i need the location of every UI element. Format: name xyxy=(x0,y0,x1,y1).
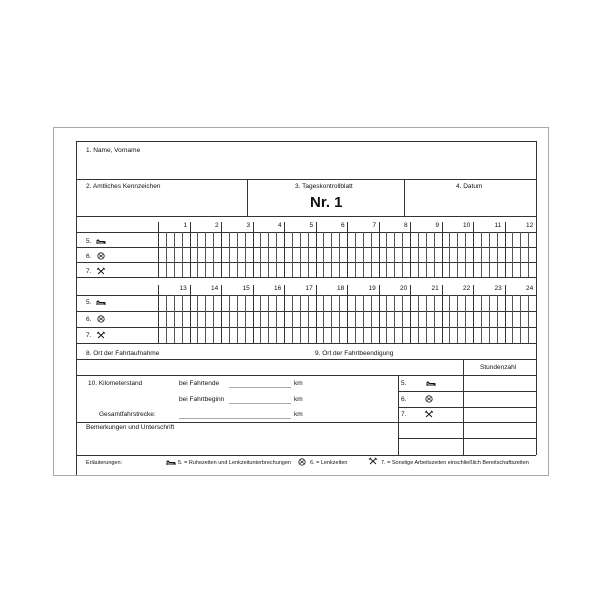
grid-quarter-line xyxy=(339,295,340,343)
hour-label: 3 xyxy=(246,222,251,229)
hour-label: 24 xyxy=(526,285,534,292)
steering-wheel-icon xyxy=(96,252,106,260)
daily-log-sheet xyxy=(53,127,549,476)
grid-quarter-line xyxy=(497,295,498,343)
grid-quarter-line xyxy=(394,232,395,277)
divider xyxy=(398,422,536,423)
grid-quarter-line xyxy=(363,232,364,277)
hour-label: 19 xyxy=(368,285,376,292)
grid-quarter-line xyxy=(276,232,277,277)
grid-hour-line xyxy=(284,285,285,343)
grid-quarter-line xyxy=(323,295,324,343)
row-7-label: 7. xyxy=(86,268,92,275)
grid-quarter-line xyxy=(237,295,238,343)
hour-label: 7 xyxy=(372,222,377,229)
grid-quarter-line xyxy=(245,295,246,343)
grid-hour-line xyxy=(347,222,348,277)
divider xyxy=(247,179,248,216)
hour-label: 22 xyxy=(463,285,471,292)
grid-quarter-line xyxy=(331,232,332,277)
name-label: 1. Name, Vorname xyxy=(86,147,141,154)
grid-quarter-line xyxy=(260,232,261,277)
hour-label: 12 xyxy=(526,222,534,229)
grid-quarter-line xyxy=(276,295,277,343)
row-6-label: 6. xyxy=(86,316,92,323)
grid-hour-line xyxy=(221,285,222,343)
summary-row-7-label: 7. xyxy=(401,411,407,418)
grid-hour-line xyxy=(253,222,254,277)
hour-label: 18 xyxy=(337,285,345,292)
bed-rest-icon xyxy=(96,237,106,245)
grid-quarter-line xyxy=(339,232,340,277)
grid-quarter-line xyxy=(300,295,301,343)
hour-label: 4 xyxy=(278,222,282,229)
grid-quarter-line xyxy=(426,295,427,343)
grid-hour-line xyxy=(190,222,191,277)
divider xyxy=(398,375,399,455)
grid-row-line xyxy=(76,262,536,263)
bed-rest-icon xyxy=(96,298,106,306)
sheet-label: 3. Tageskontrollblatt xyxy=(295,183,353,190)
grid-quarter-line xyxy=(371,295,372,343)
grid-row-line xyxy=(76,232,536,233)
grid-quarter-line xyxy=(386,295,387,343)
grid-row-line xyxy=(76,327,536,328)
hours-total-label: Stundenzahl xyxy=(480,364,517,371)
km-unit: km xyxy=(294,396,303,403)
grid-quarter-line xyxy=(205,295,206,343)
grid-quarter-line xyxy=(528,232,529,277)
summary-row-5-label: 5. xyxy=(401,380,407,387)
grid-quarter-line xyxy=(465,295,466,343)
hour-label: 6 xyxy=(341,222,345,229)
grid-quarter-line xyxy=(497,232,498,277)
grid-hour-line xyxy=(221,222,222,277)
steering-wheel-icon xyxy=(297,458,307,466)
legend-6: 6. = Lenkzeiten xyxy=(310,460,348,466)
hour-label: 15 xyxy=(242,285,250,292)
hour-label: 13 xyxy=(179,285,187,292)
divider xyxy=(76,216,536,217)
grid-hour-line xyxy=(253,285,254,343)
grid-hour-line xyxy=(473,285,474,343)
grid-quarter-line xyxy=(174,295,175,343)
grid-quarter-line xyxy=(205,232,206,277)
grid-quarter-line xyxy=(268,295,269,343)
grid-row-line xyxy=(76,247,536,248)
grid-quarter-line xyxy=(371,232,372,277)
grid-quarter-line xyxy=(457,295,458,343)
hour-label: 21 xyxy=(431,285,439,292)
grid-hour-line xyxy=(442,222,443,277)
hour-label: 20 xyxy=(400,285,408,292)
grid-quarter-line xyxy=(402,232,403,277)
crossed-hammers-icon xyxy=(424,410,434,418)
grid-quarter-line xyxy=(528,295,529,343)
grid-quarter-line xyxy=(213,232,214,277)
grid-quarter-line xyxy=(355,232,356,277)
start-place-label: 8. Ort der Fahrtaufnahme xyxy=(86,350,160,357)
legend-5: 5. = Ruhezeiten und Lenkzeitunterbrechungen xyxy=(178,460,291,466)
grid-row-line xyxy=(76,277,536,278)
grid-quarter-line xyxy=(197,232,198,277)
frame-bottom-line xyxy=(76,455,536,456)
hour-label: 5 xyxy=(309,222,314,229)
summary-row-6-label: 6. xyxy=(401,396,407,403)
hour-label: 16 xyxy=(274,285,282,292)
grid-hour-line xyxy=(158,285,159,343)
grid-quarter-line xyxy=(520,295,521,343)
grid-quarter-line xyxy=(166,232,167,277)
divider xyxy=(76,179,536,180)
trip-start-label: bei Fahrtbeginn xyxy=(179,396,225,403)
grid-quarter-line xyxy=(331,295,332,343)
grid-quarter-line xyxy=(394,295,395,343)
grid-quarter-line xyxy=(197,295,198,343)
row-7-label: 7. xyxy=(86,332,92,339)
hour-label: 17 xyxy=(305,285,313,292)
plate-label: 2. Amtliches Kennzeichen xyxy=(86,183,161,190)
grid-quarter-line xyxy=(229,232,230,277)
hour-label: 10 xyxy=(463,222,471,229)
total-distance-field[interactable] xyxy=(179,418,291,419)
grid-quarter-line xyxy=(386,232,387,277)
grid-quarter-line xyxy=(292,295,293,343)
odometer-label: 10. Kilometerstand xyxy=(88,380,143,387)
grid-hour-line xyxy=(379,222,380,277)
crossed-hammers-icon xyxy=(368,457,378,465)
grid-quarter-line xyxy=(237,232,238,277)
grid-row-line xyxy=(76,295,536,296)
divider xyxy=(398,438,536,439)
grid-quarter-line xyxy=(245,232,246,277)
grid-quarter-line xyxy=(512,295,513,343)
grid-hour-line xyxy=(379,285,380,343)
grid-quarter-line xyxy=(449,295,450,343)
grid-hour-line xyxy=(190,285,191,343)
remarks-label: Bemerkungen und Unterschrift xyxy=(86,424,175,431)
crossed-hammers-icon xyxy=(96,331,106,339)
grid-quarter-line xyxy=(489,232,490,277)
grid-quarter-line xyxy=(355,295,356,343)
grid-hour-line xyxy=(473,222,474,277)
end-place-label: 9. Ort der Fahrtbeendigung xyxy=(315,350,394,357)
divider xyxy=(398,391,536,392)
grid-hour-line xyxy=(284,222,285,277)
grid-quarter-line xyxy=(481,295,482,343)
grid-quarter-line xyxy=(449,232,450,277)
grid-hour-line xyxy=(410,222,411,277)
date-label: 4. Datum xyxy=(456,183,483,190)
grid-hour-line xyxy=(536,222,537,277)
hour-label: 9 xyxy=(435,222,440,229)
grid-hour-line xyxy=(505,222,506,277)
grid-quarter-line xyxy=(268,232,269,277)
grid-quarter-line xyxy=(363,295,364,343)
sheet-number: Nr. 1 xyxy=(310,194,343,211)
grid-hour-line xyxy=(442,285,443,343)
hour-label: 1 xyxy=(183,222,188,229)
grid-hour-line xyxy=(316,222,317,277)
total-distance-label: Gesamtfahrstrecke: xyxy=(99,411,156,418)
grid-quarter-line xyxy=(520,232,521,277)
grid-row-line xyxy=(76,311,536,312)
grid-quarter-line xyxy=(481,232,482,277)
grid-quarter-line xyxy=(213,295,214,343)
grid-quarter-line xyxy=(512,232,513,277)
grid-quarter-line xyxy=(182,295,183,343)
divider xyxy=(398,407,536,408)
hour-label: 2 xyxy=(215,222,219,229)
divider xyxy=(404,179,405,216)
grid-hour-line xyxy=(505,285,506,343)
hour-label: 14 xyxy=(211,285,219,292)
legend-7: 7. = Sonstige Arbeitszeiten einschließlich Bereitschaftszeiten xyxy=(381,460,529,466)
grid-hour-line xyxy=(536,285,537,343)
grid-quarter-line xyxy=(418,295,419,343)
grid-quarter-line xyxy=(489,295,490,343)
grid-quarter-line xyxy=(457,232,458,277)
bed-rest-icon xyxy=(166,458,176,466)
legend-title: Erläuterungen: xyxy=(86,460,123,466)
bed-rest-icon xyxy=(426,379,436,387)
divider xyxy=(76,375,536,376)
grid-hour-line xyxy=(316,285,317,343)
grid-quarter-line xyxy=(308,295,309,343)
grid-quarter-line xyxy=(434,295,435,343)
divider xyxy=(76,359,536,360)
grid-quarter-line xyxy=(292,232,293,277)
row-5-label: 5. xyxy=(86,238,92,245)
grid-hour-line xyxy=(158,222,159,277)
km-unit: km xyxy=(294,380,303,387)
km-unit: km xyxy=(294,411,303,418)
grid-quarter-line xyxy=(418,232,419,277)
trip-start-field[interactable] xyxy=(229,403,291,404)
grid-quarter-line xyxy=(434,232,435,277)
grid-quarter-line xyxy=(308,232,309,277)
grid-quarter-line xyxy=(260,295,261,343)
frame-left-line xyxy=(76,141,77,475)
crossed-hammers-icon xyxy=(96,267,106,275)
hour-label: 23 xyxy=(494,285,502,292)
divider xyxy=(76,422,398,423)
grid-quarter-line xyxy=(323,232,324,277)
steering-wheel-icon xyxy=(96,315,106,323)
grid-quarter-line xyxy=(465,232,466,277)
grid-row-line xyxy=(76,343,536,344)
grid-quarter-line xyxy=(229,295,230,343)
hour-label: 8 xyxy=(404,222,408,229)
grid-quarter-line xyxy=(174,232,175,277)
hour-label: 11 xyxy=(494,222,502,229)
row-6-label: 6. xyxy=(86,253,92,260)
grid-quarter-line xyxy=(426,232,427,277)
grid-quarter-line xyxy=(182,232,183,277)
grid-quarter-line xyxy=(300,232,301,277)
row-5-label: 5. xyxy=(86,299,92,306)
frame-top-line xyxy=(76,141,536,142)
steering-wheel-icon xyxy=(424,395,434,403)
trip-end-field[interactable] xyxy=(229,387,291,388)
trip-end-label: bei Fahrtende xyxy=(179,380,220,387)
grid-hour-line xyxy=(347,285,348,343)
grid-hour-line xyxy=(410,285,411,343)
grid-quarter-line xyxy=(166,295,167,343)
grid-quarter-line xyxy=(402,295,403,343)
